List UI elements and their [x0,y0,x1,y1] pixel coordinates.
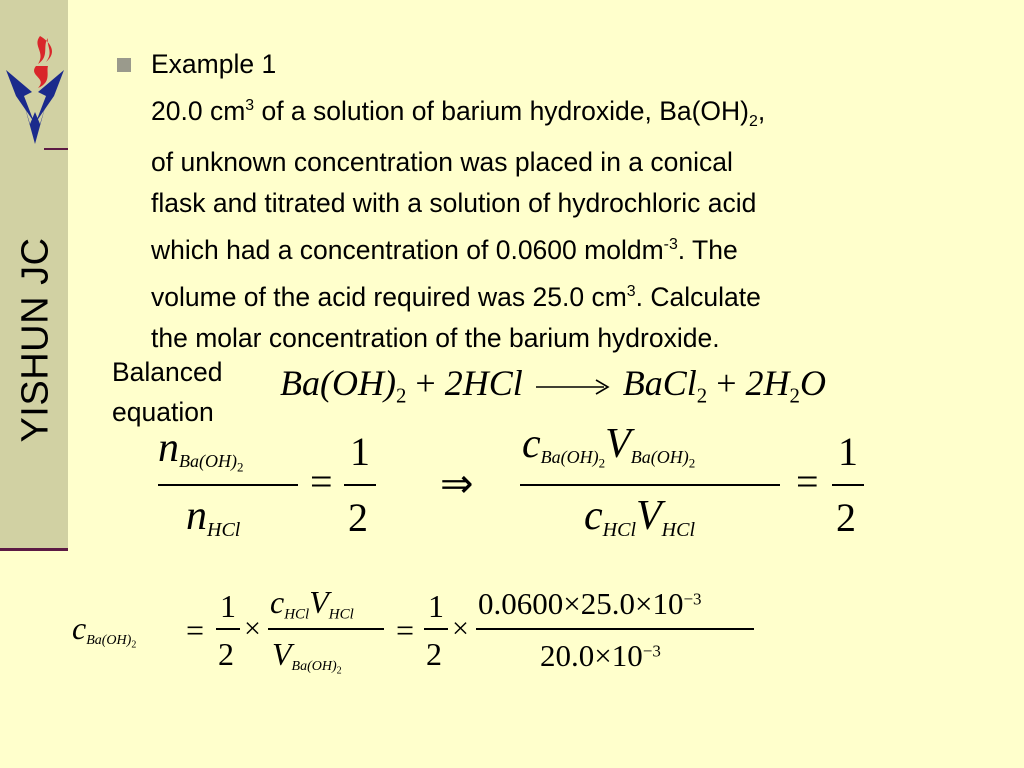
fraction-line [424,628,448,630]
denominator-values: $20.0\times 10^{-3}$ [540,638,661,673]
fraction-line [476,628,754,630]
subscript: 2 [696,383,708,408]
reaction-arrow-icon [534,377,612,397]
equals-sign: = [310,459,333,504]
sidebar-bottom-line [0,548,68,551]
subscript: 2 [395,383,407,408]
numerator-cv-baoh2: $c_{Ba(OH)_2}V_{Ba(OH)_2}$ [522,421,696,471]
equals-sign: = [796,459,819,504]
lhs-c-baoh2: $c_{Ba(OH)_2}$ [72,610,137,651]
text-line: flask and titrated with a solution of hydrochloric acid [151,188,757,219]
plus-sign: + [406,363,445,403]
text-line: which had a concentration of 0.0600 moldm$^{-3}$. The [151,234,738,265]
implies-icon: ⇒ [440,461,474,506]
equals-sign: = [396,612,415,648]
numerator-values: $0.0600\times 25.0\times 10^{-3}$ [478,586,702,621]
fraction-numerator: 1 [220,588,236,624]
label-line: equation [112,397,214,427]
denominator-v-baoh2: $V_{Ba(OH)_2}$ [272,636,342,677]
logo-divider [44,148,68,150]
product-h2o: 2H [745,363,790,403]
fraction-line [268,628,384,630]
fraction-denominator: 2 [426,636,442,672]
balanced-equation [280,362,826,408]
bullet-square-icon [117,58,131,72]
numerator-cv-hcl: $c_{HCl}V_{HCl}$ [270,584,354,623]
fraction-numerator: 1 [350,429,370,474]
fraction-line [832,484,864,486]
reactant-hcl: 2HCl [444,363,523,403]
reactant-baoh2: Ba(OH) [280,363,396,403]
fraction-numerator: 1 [428,588,444,624]
equals-sign: = [186,612,205,648]
fraction-line [158,484,298,486]
fraction-numerator: 1 [838,429,858,474]
product-h2o-end: O [799,363,826,403]
balanced-equation-label [112,352,223,432]
plus-sign: + [707,363,746,403]
times-sign: × [452,612,469,645]
denominator-cv-hcl: $c_{HCl}V_{HCl}$ [584,493,695,541]
text-line: volume of the acid required was 25.0 $cm^3$. Calculate [151,281,761,312]
text-line: 20.0 $cm^3$ of a solution of barium hydroxide, $Ba(OH)_2$, [151,95,766,131]
label-line: Balanced [112,357,223,387]
product-bacl2: BaCl [622,363,697,403]
times-sign: × [244,612,261,645]
sidebar-title: YISHUN JC [14,237,57,443]
numerator-n-baoh2: $n_{Ba(OH)_2}$ [158,425,244,475]
bullet-text [151,44,765,359]
subscript: 2 [789,383,800,408]
text-line: of unknown concentration was placed in a conical [151,147,733,178]
fraction-line [520,484,780,486]
fraction-denominator: 2 [836,495,856,540]
school-logo-icon [2,32,68,147]
fraction-line [344,484,376,486]
fraction-line [216,628,240,630]
example-heading: Example 1 [151,49,277,79]
fraction-denominator: 2 [348,495,368,540]
text-line: the molar concentration of the barium hydroxide. [151,322,720,353]
denominator-n-hcl: $n_{HCl}$ [186,493,241,541]
fraction-denominator: 2 [218,636,234,672]
